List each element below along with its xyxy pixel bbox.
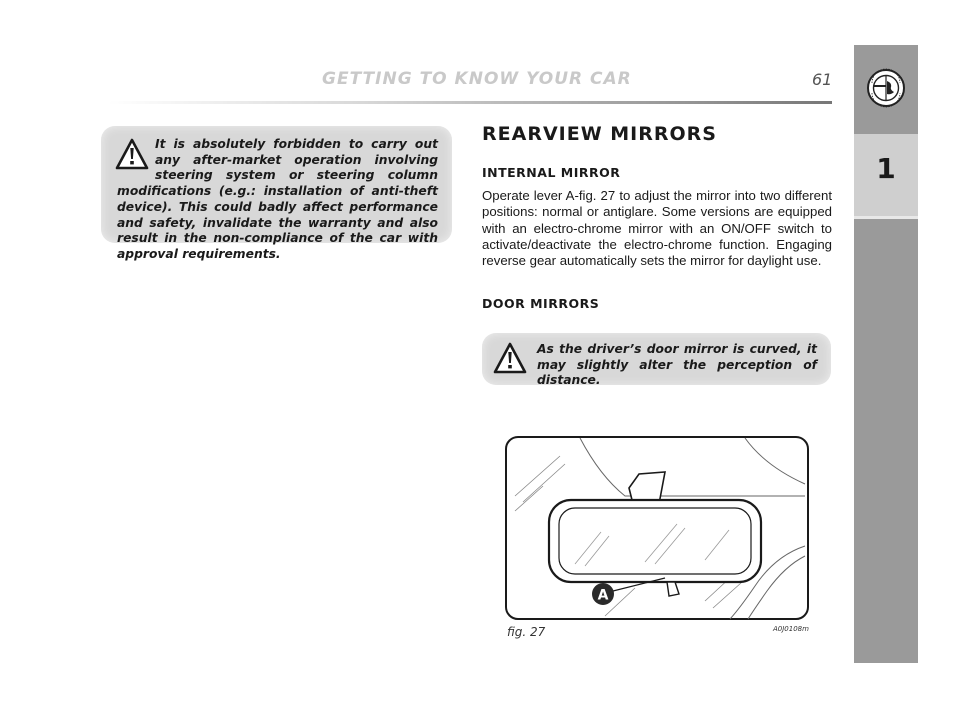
header-rule [108,101,832,104]
internal-mirror-heading: INTERNAL MIRROR [482,165,621,180]
rearview-mirror-illustration [505,436,809,620]
door-mirrors-heading: DOOR MIRRORS [482,296,600,311]
chapter-side-tab [854,45,918,663]
steering-warning-content: It is absolutely forbidden to carry out any after-market operation involving steering system or steering column modifications (e.g.: installation of anti-theft device). This could badly affect performance and safety, invalidate the warranty and also result in the non-compliance of the car with approval requirements. [117,137,438,261]
chapter-number: 1 [876,152,896,185]
warning-triangle-icon [493,342,527,374]
figure-label: fig. 27 [507,625,546,639]
callout-a-label: A [597,587,609,604]
running-header-title: GETTING TO KNOW YOUR CAR [322,69,632,89]
steering-warning-box [101,126,452,261]
chapter-box-rule [854,216,918,219]
section-title: REARVIEW MIRRORS [482,123,717,145]
steering-warning-text [117,137,438,263]
door-mirror-warning-box [482,333,831,388]
logo-box [854,45,918,131]
alfa-romeo-logo-icon [866,68,906,108]
chapter-number-box [854,134,918,216]
door-mirror-warning-text: As the driver’s door mirror is curved, it may slightly alter the perception of distance. [537,342,817,388]
page-number: 61 [812,70,833,89]
internal-mirror-body: Operate lever A-fig. 27 to adjust the mirror into two different positions: normal or antiglare. Some versions are equipped with an electro-chrome mirror with an ON/OFF switch to activate/deactivate the electro-chrome function. Engaging reverse gear automatically sets the mirror for daylight use. [482,188,832,269]
rearview-mirror-figure [505,436,809,620]
figure-code: A0J0108m [773,625,809,633]
